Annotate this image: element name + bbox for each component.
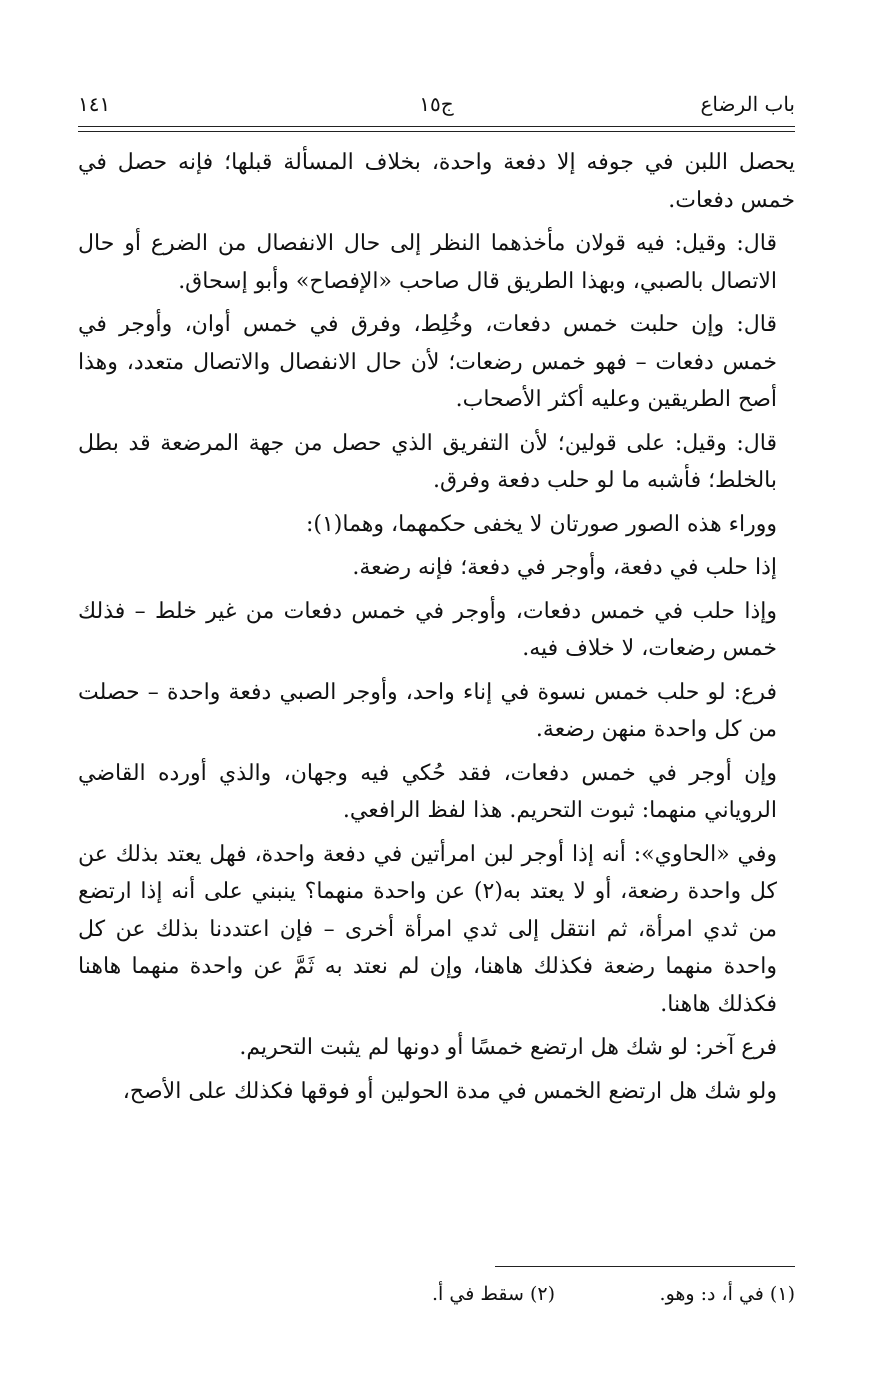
header-rule-top (78, 126, 795, 127)
footnotes (78, 1276, 795, 1312)
paragraph: قال: وقيل: على قولين؛ لأن التفريق الذي حصل من جهة المرضعة قد بطل بالخلط؛ فأشبه ما لو حلب دفعة وفرق. (78, 430, 777, 493)
paragraph: ولو شك هل ارتضع الخمس في مدة الحولين أو فوقها فكذلك على الأصح، (122, 1078, 777, 1104)
footnote-2: (٢) سقط في أ. (432, 1283, 555, 1305)
paragraph: قال: وقيل: فيه قولان مأخذهما النظر إلى حال الانفصال من الضرع أو حال الاتصال بالصبي، وبهذا الطريق قال صاحب «الإفصاح» وأبو إسحاق. (78, 231, 777, 294)
footnote-1: (١) في أ، د: وهو. (659, 1283, 795, 1305)
paragraph: قال: وإن حلبت خمس دفعات، وخُلِط، وفرق في خمس أوان، وأوجر في خمس دفعات – فهو خمس رضعات؛ لأن حال الانفصال والاتصال متعدد، وهذا أصح الطريقين وعليه أكثر الأصحاب. (78, 312, 777, 412)
paragraph: فرع آخر: لو شك هل ارتضع خمسًا أو دونها لم يثبت التحريم. (239, 1035, 777, 1060)
paragraph: وإذا حلب في خمس دفعات، وأوجر في خمس دفعات من غير خلط – فذلك خمس رضعات، لا خلاف فيه. (78, 598, 777, 661)
paragraph: وفي «الحاوي»: أنه إذا أوجر لبن امرأتين في دفعة واحدة، فهل يعتد بذلك عن كل واحدة رضعة، أو لا يعتد به(٢) عن واحدة منهما؟ ينبني على أنه إذا ارتضع من ثدي امرأة، ثم انتقل إلى ثدي امرأة أخرى – فإن اعتددنا بذلك عن كل واحدة منهما رضعة فكذلك هاهنا، وإن لم نعتد به ثَمَّ عن واحدة منهما هاهنا فكذلك هاهنا. (78, 841, 778, 1017)
body-text (78, 144, 795, 1116)
paragraph: ووراء هذه الصور صورتان لا يخفى حكمهما، وهما(١): (305, 511, 777, 537)
page-number: ١٤١ (78, 92, 111, 116)
paragraph: وإن أوجر في خمس دفعات، فقد حُكي فيه وجهان، والذي أورده القاضي الروياني منهما: ثبوت التحريم. هذا لفظ الرافعي. (78, 760, 777, 823)
footnote-separator (495, 1266, 795, 1267)
header-rule-bottom (78, 131, 795, 132)
chapter-title: باب الرضاع (700, 92, 795, 116)
running-header (78, 84, 795, 124)
volume-number: ج١٥ (419, 92, 454, 116)
paragraph: إذا حلب في دفعة، وأوجر في دفعة؛ فإنه رضعة. (352, 555, 777, 580)
paragraph: يحصل اللبن في جوفه إلا دفعة واحدة، بخلاف المسألة قبلها؛ فإنه حصل في خمس دفعات. (78, 150, 795, 213)
paragraph: فرع: لو حلب خمس نسوة في إناء واحد، وأوجر الصبي دفعة واحدة – حصلت من كل واحدة منهن رضعة. (78, 679, 777, 742)
